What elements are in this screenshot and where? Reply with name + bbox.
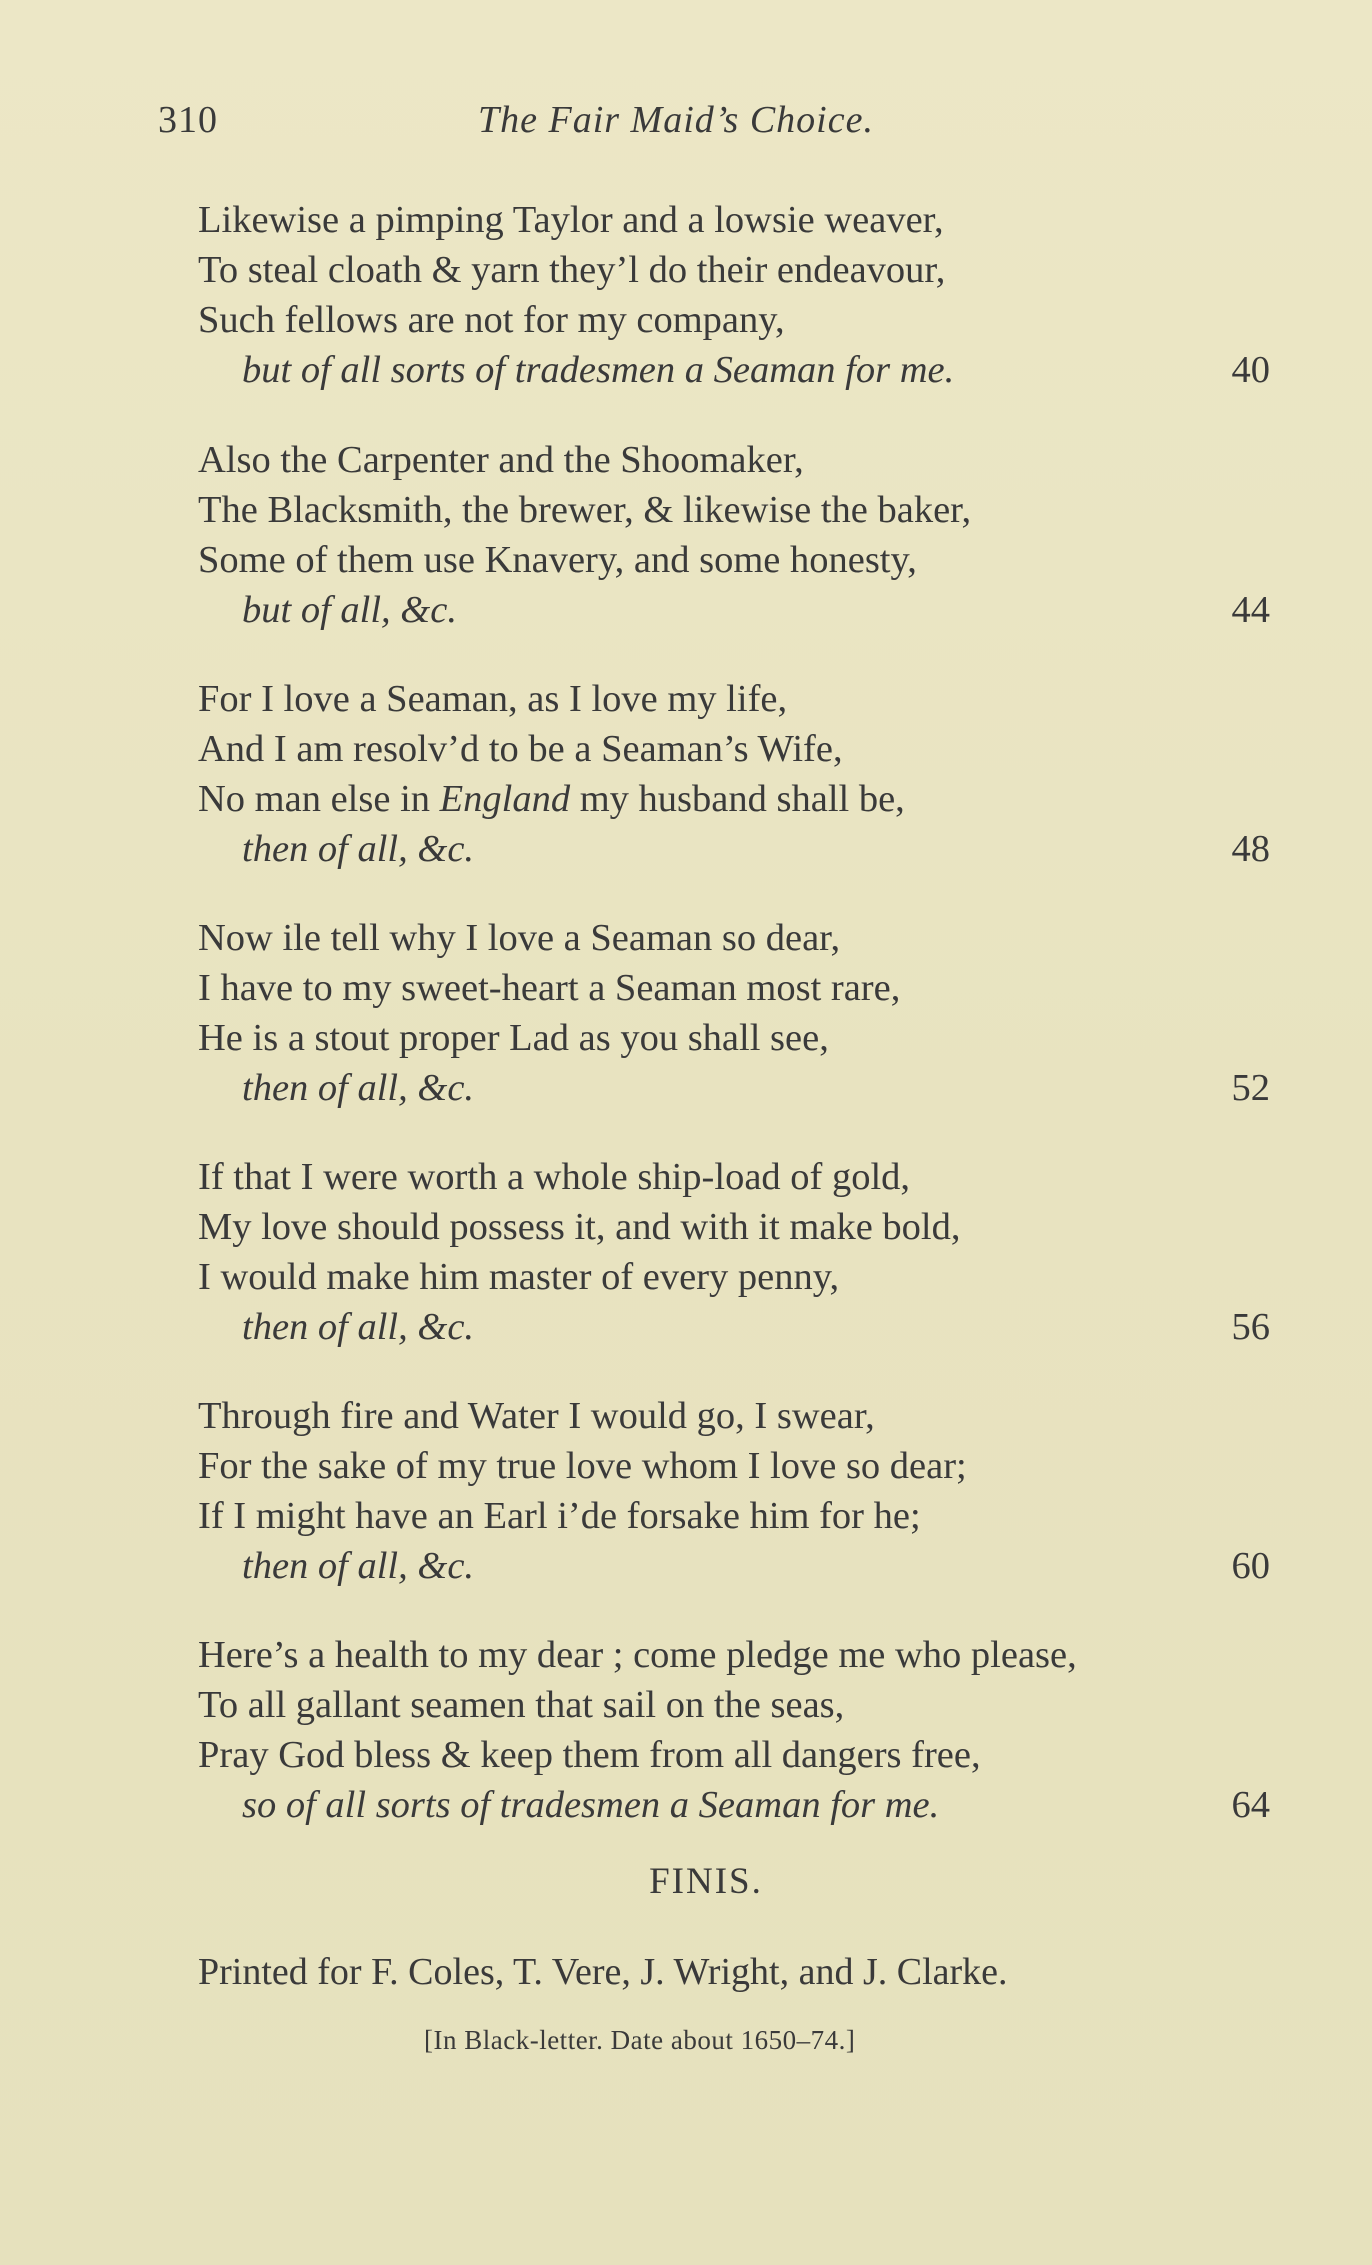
verse-line: Such fellows are not for my company, <box>198 299 785 341</box>
stanza <box>198 1152 1278 1352</box>
refrain-text: but of all sorts of tradesmen a Seaman for me. <box>242 349 955 391</box>
refrain-line <box>198 1302 1278 1352</box>
finis-heading: FINIS. <box>649 1861 763 1902</box>
refrain-line <box>198 1541 1278 1591</box>
line-number: 48 <box>1231 828 1270 870</box>
refrain-text: then of all, &c. <box>242 1545 475 1587</box>
verse-line: I would make him master of every penny, <box>198 1256 840 1298</box>
verse-line: Also the Carpenter and the Shoomaker, <box>198 439 804 481</box>
refrain-line <box>198 824 1278 874</box>
refrain-text: then of all, &c. <box>242 1067 475 1109</box>
stanza <box>198 1391 1278 1591</box>
editorial-note: [In Black-letter. Date about 1650–74.] <box>424 2025 856 2055</box>
verse-line: Here’s a health to my dear ; come pledge me who please, <box>198 1634 1077 1676</box>
verse-line: Likewise a pimping Taylor and a lowsie weaver, <box>198 199 944 241</box>
page-header <box>158 98 1308 158</box>
verse-line: Now ile tell why I love a Seaman so dear, <box>198 917 841 959</box>
verse-line: If that I were worth a whole ship-load of gold, <box>198 1156 911 1198</box>
stanza <box>198 195 1278 395</box>
refrain-text: then of all, &c. <box>242 1306 475 1348</box>
verse-line: If I might have an Earl i’de forsake him for he; <box>198 1495 921 1537</box>
line-number: 56 <box>1231 1306 1270 1348</box>
verse-line: For the sake of my true love whom I love so dear; <box>198 1445 967 1487</box>
refrain-text: then of all, &c. <box>242 828 475 870</box>
running-title: The Fair Maid’s Choice. <box>478 99 874 141</box>
verse-line: Some of them use Knavery, and some honesty, <box>198 539 917 581</box>
verse-line: To all gallant seamen that sail on the seas, <box>198 1684 845 1726</box>
verse-line: To steal cloath & yarn they’l do their endeavour, <box>198 249 946 291</box>
verse-line: For I love a Seaman, as I love my life, <box>198 678 788 720</box>
refrain-line <box>198 345 1278 395</box>
stanza <box>198 913 1278 1113</box>
line-number: 40 <box>1231 349 1270 391</box>
refrain-line <box>198 585 1278 635</box>
page-number: 310 <box>158 99 218 141</box>
verse-line: I have to my sweet-heart a Seaman most rare, <box>198 967 901 1009</box>
refrain-text: so of all sorts of tradesmen a Seaman for me. <box>242 1784 940 1826</box>
verse-line-part: No man else in England my husband shall be, <box>198 778 905 820</box>
verse-line: My love should possess it, and with it make bold, <box>198 1206 961 1248</box>
refrain-line <box>198 1780 1278 1830</box>
line-number: 52 <box>1231 1067 1270 1109</box>
verse-line: Through fire and Water I would go, I swear, <box>198 1395 875 1437</box>
verse-line <box>198 774 1278 824</box>
verse-line: He is a stout proper Lad as you shall see, <box>198 1017 829 1059</box>
line-number: 64 <box>1231 1784 1270 1826</box>
line-number: 60 <box>1231 1545 1270 1587</box>
verse-line: And I am resolv’d to be a Seaman’s Wife, <box>198 728 843 770</box>
verse-line: The Blacksmith, the brewer, & likewise the baker, <box>198 489 972 531</box>
line-number: 44 <box>1231 589 1270 631</box>
stanza <box>198 674 1278 874</box>
refrain-text: but of all, &c. <box>242 589 457 631</box>
stanza <box>198 435 1278 635</box>
place-name-emphasis: England <box>439 778 571 820</box>
stanza <box>198 1630 1278 1830</box>
printer-imprint: Printed for F. Coles, T. Vere, J. Wright, and J. Clarke. <box>198 1951 1008 1993</box>
verse-line: Pray God bless & keep them from all dangers free, <box>198 1734 981 1776</box>
refrain-line <box>198 1063 1278 1113</box>
